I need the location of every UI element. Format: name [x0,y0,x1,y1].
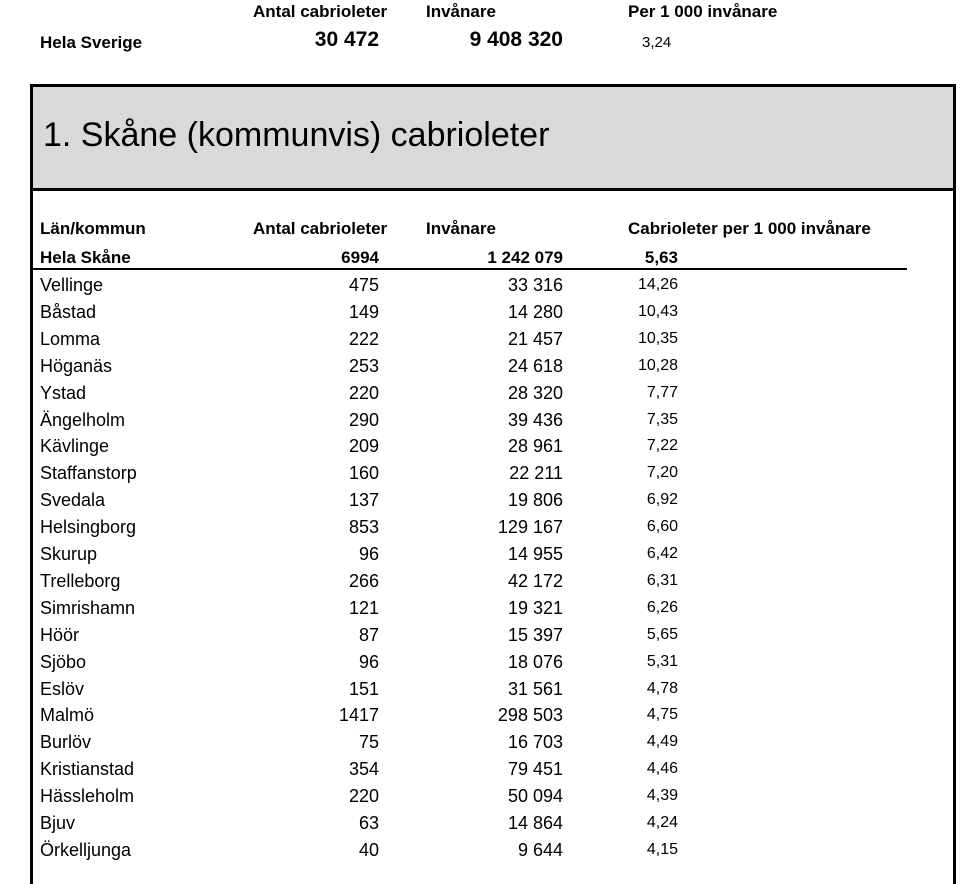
cell-population: 129 167 [497,517,563,538]
table-row [0,730,960,757]
table-row [0,784,960,811]
cell-population: 50 094 [507,786,563,807]
cell-name: Svedala [40,490,106,511]
cell-name: Örkelljunga [40,839,132,860]
cell-name: Höör [40,624,80,645]
table-row [0,650,960,677]
table-row [0,461,960,488]
national-header [0,0,960,26]
cell-count: 137 [348,490,379,511]
national-header-rate: Per 1 000 invånare [628,2,778,21]
cell-population: 39 436 [507,409,563,430]
national-header-count: Antal cabrioleter [253,2,388,21]
cell-rate: 6,60 [646,518,678,536]
cell-count: 266 [348,570,379,591]
cell-name: Eslöv [40,678,85,699]
cell-count: 290 [348,409,379,430]
cell-name: Båstad [40,301,97,322]
cell-count: 222 [348,328,379,349]
cell-rate: 4,75 [646,706,678,724]
cell-population: 19 806 [507,490,563,511]
cell-rate: 5,31 [646,652,678,670]
cell-population: 31 561 [507,678,563,699]
cell-rate: 7,20 [646,464,678,482]
cell-rate: 14,26 [637,276,678,293]
cell-population: 19 321 [507,597,563,618]
section-title: 1. Skåne (kommunvis) cabrioleter [43,116,550,154]
table-row [0,596,960,623]
cell-population: 16 703 [507,732,563,753]
total-population: 1 242 079 [487,248,563,267]
cell-name: Helsingborg [40,517,137,538]
cell-name: Vellinge [40,275,104,295]
cell-rate: 7,35 [646,410,678,428]
cell-population: 14 280 [507,301,563,322]
section-banner [33,87,953,191]
cell-name: Trelleborg [40,570,121,591]
cell-count: 63 [358,813,379,833]
header-name: Län/kommun [40,219,146,238]
cell-count: 87 [358,624,379,645]
cell-rate: 5,65 [646,625,678,643]
cell-rate: 6,31 [646,571,678,589]
national-header-population: Invånare [426,2,496,21]
cell-count: 220 [348,382,379,403]
cell-rate: 4,49 [646,733,678,751]
table-row [0,381,960,408]
cell-count: 475 [348,275,379,295]
table-row [0,408,960,435]
national-row-name: Hela Sverige [40,33,143,52]
cell-name: Bjuv [40,813,76,833]
national-row [0,28,960,58]
cell-population: 18 076 [507,651,563,672]
cell-rate: 10,35 [637,329,678,347]
cell-population: 9 644 [517,839,563,860]
cell-count: 96 [358,544,379,564]
table-row [0,542,960,569]
cell-name: Ystad [40,382,87,403]
cell-rate: 10,43 [637,302,678,320]
cell-name: Simrishamn [40,597,136,618]
cell-population: 28 961 [507,436,563,457]
table-row [0,623,960,650]
table-row [0,488,960,515]
cell-rate: 10,28 [637,356,678,374]
cell-count: 75 [358,732,379,753]
cell-count: 354 [348,759,379,780]
cell-name: Staffanstorp [40,463,137,484]
cell-rate: 4,78 [646,679,678,697]
cell-rate: 4,39 [646,787,678,805]
cell-count: 40 [358,839,379,860]
table-row [0,757,960,784]
cell-count: 253 [348,355,379,376]
cell-name: Burlöv [40,732,92,753]
cell-name: Malmö [40,705,95,726]
cell-rate: 7,77 [646,383,678,401]
table-row [0,515,960,542]
national-row-rate: 3,24 [642,34,672,51]
cell-count: 121 [348,597,379,618]
cell-rate: 4,15 [646,840,678,858]
cell-population: 298 503 [497,705,563,726]
header-population: Invånare [426,219,496,238]
cell-rate: 7,22 [646,437,678,455]
cell-name: Ängelholm [40,409,126,430]
cell-count: 853 [348,517,379,538]
total-divider [33,268,907,270]
table-row [0,569,960,596]
cell-name: Skurup [40,544,98,564]
table-row [0,300,960,327]
cell-population: 14 955 [507,544,563,564]
cell-name: Kävlinge [40,436,110,457]
cell-population: 15 397 [507,624,563,645]
national-row-count: 30 472 [314,28,379,51]
cell-population: 79 451 [507,759,563,780]
cell-population: 14 864 [507,813,563,833]
header-rate: Cabrioleter per 1 000 invånare [628,219,871,238]
total-name: Hela Skåne [40,248,131,267]
cell-name: Lomma [40,328,101,349]
cell-name: Höganäs [40,355,113,376]
table-header [0,219,960,243]
cell-name: Kristianstad [40,759,135,780]
header-count: Antal cabrioleter [253,219,388,238]
cell-count: 160 [348,463,379,484]
cell-rate: 6,26 [646,598,678,616]
cell-rate: 6,92 [646,491,678,509]
cell-rate: 6,42 [646,545,678,562]
cell-name: Sjöbo [40,651,87,672]
cell-rate: 4,46 [646,760,678,778]
total-count: 6994 [341,248,379,267]
cell-rate: 4,24 [646,814,678,831]
table-row [0,354,960,381]
cell-count: 149 [348,301,379,322]
cell-count: 220 [348,786,379,807]
table-row [0,273,960,300]
cell-count: 151 [348,678,379,699]
cell-count: 96 [358,651,379,672]
cell-population: 24 618 [507,355,563,376]
cell-population: 33 316 [507,275,563,295]
cell-population: 28 320 [507,382,563,403]
cell-count: 209 [348,436,379,457]
table-row [0,811,960,838]
cell-population: 22 211 [509,463,563,484]
table-row [0,434,960,461]
cell-population: 42 172 [507,570,563,591]
table-row [0,327,960,354]
table-row [0,677,960,704]
cell-population: 21 457 [507,328,563,349]
cell-name: Hässleholm [40,786,135,807]
national-row-population: 9 408 320 [469,28,563,51]
total-rate: 5,63 [644,248,678,267]
cell-count: 1417 [338,705,379,726]
table-row [0,703,960,730]
